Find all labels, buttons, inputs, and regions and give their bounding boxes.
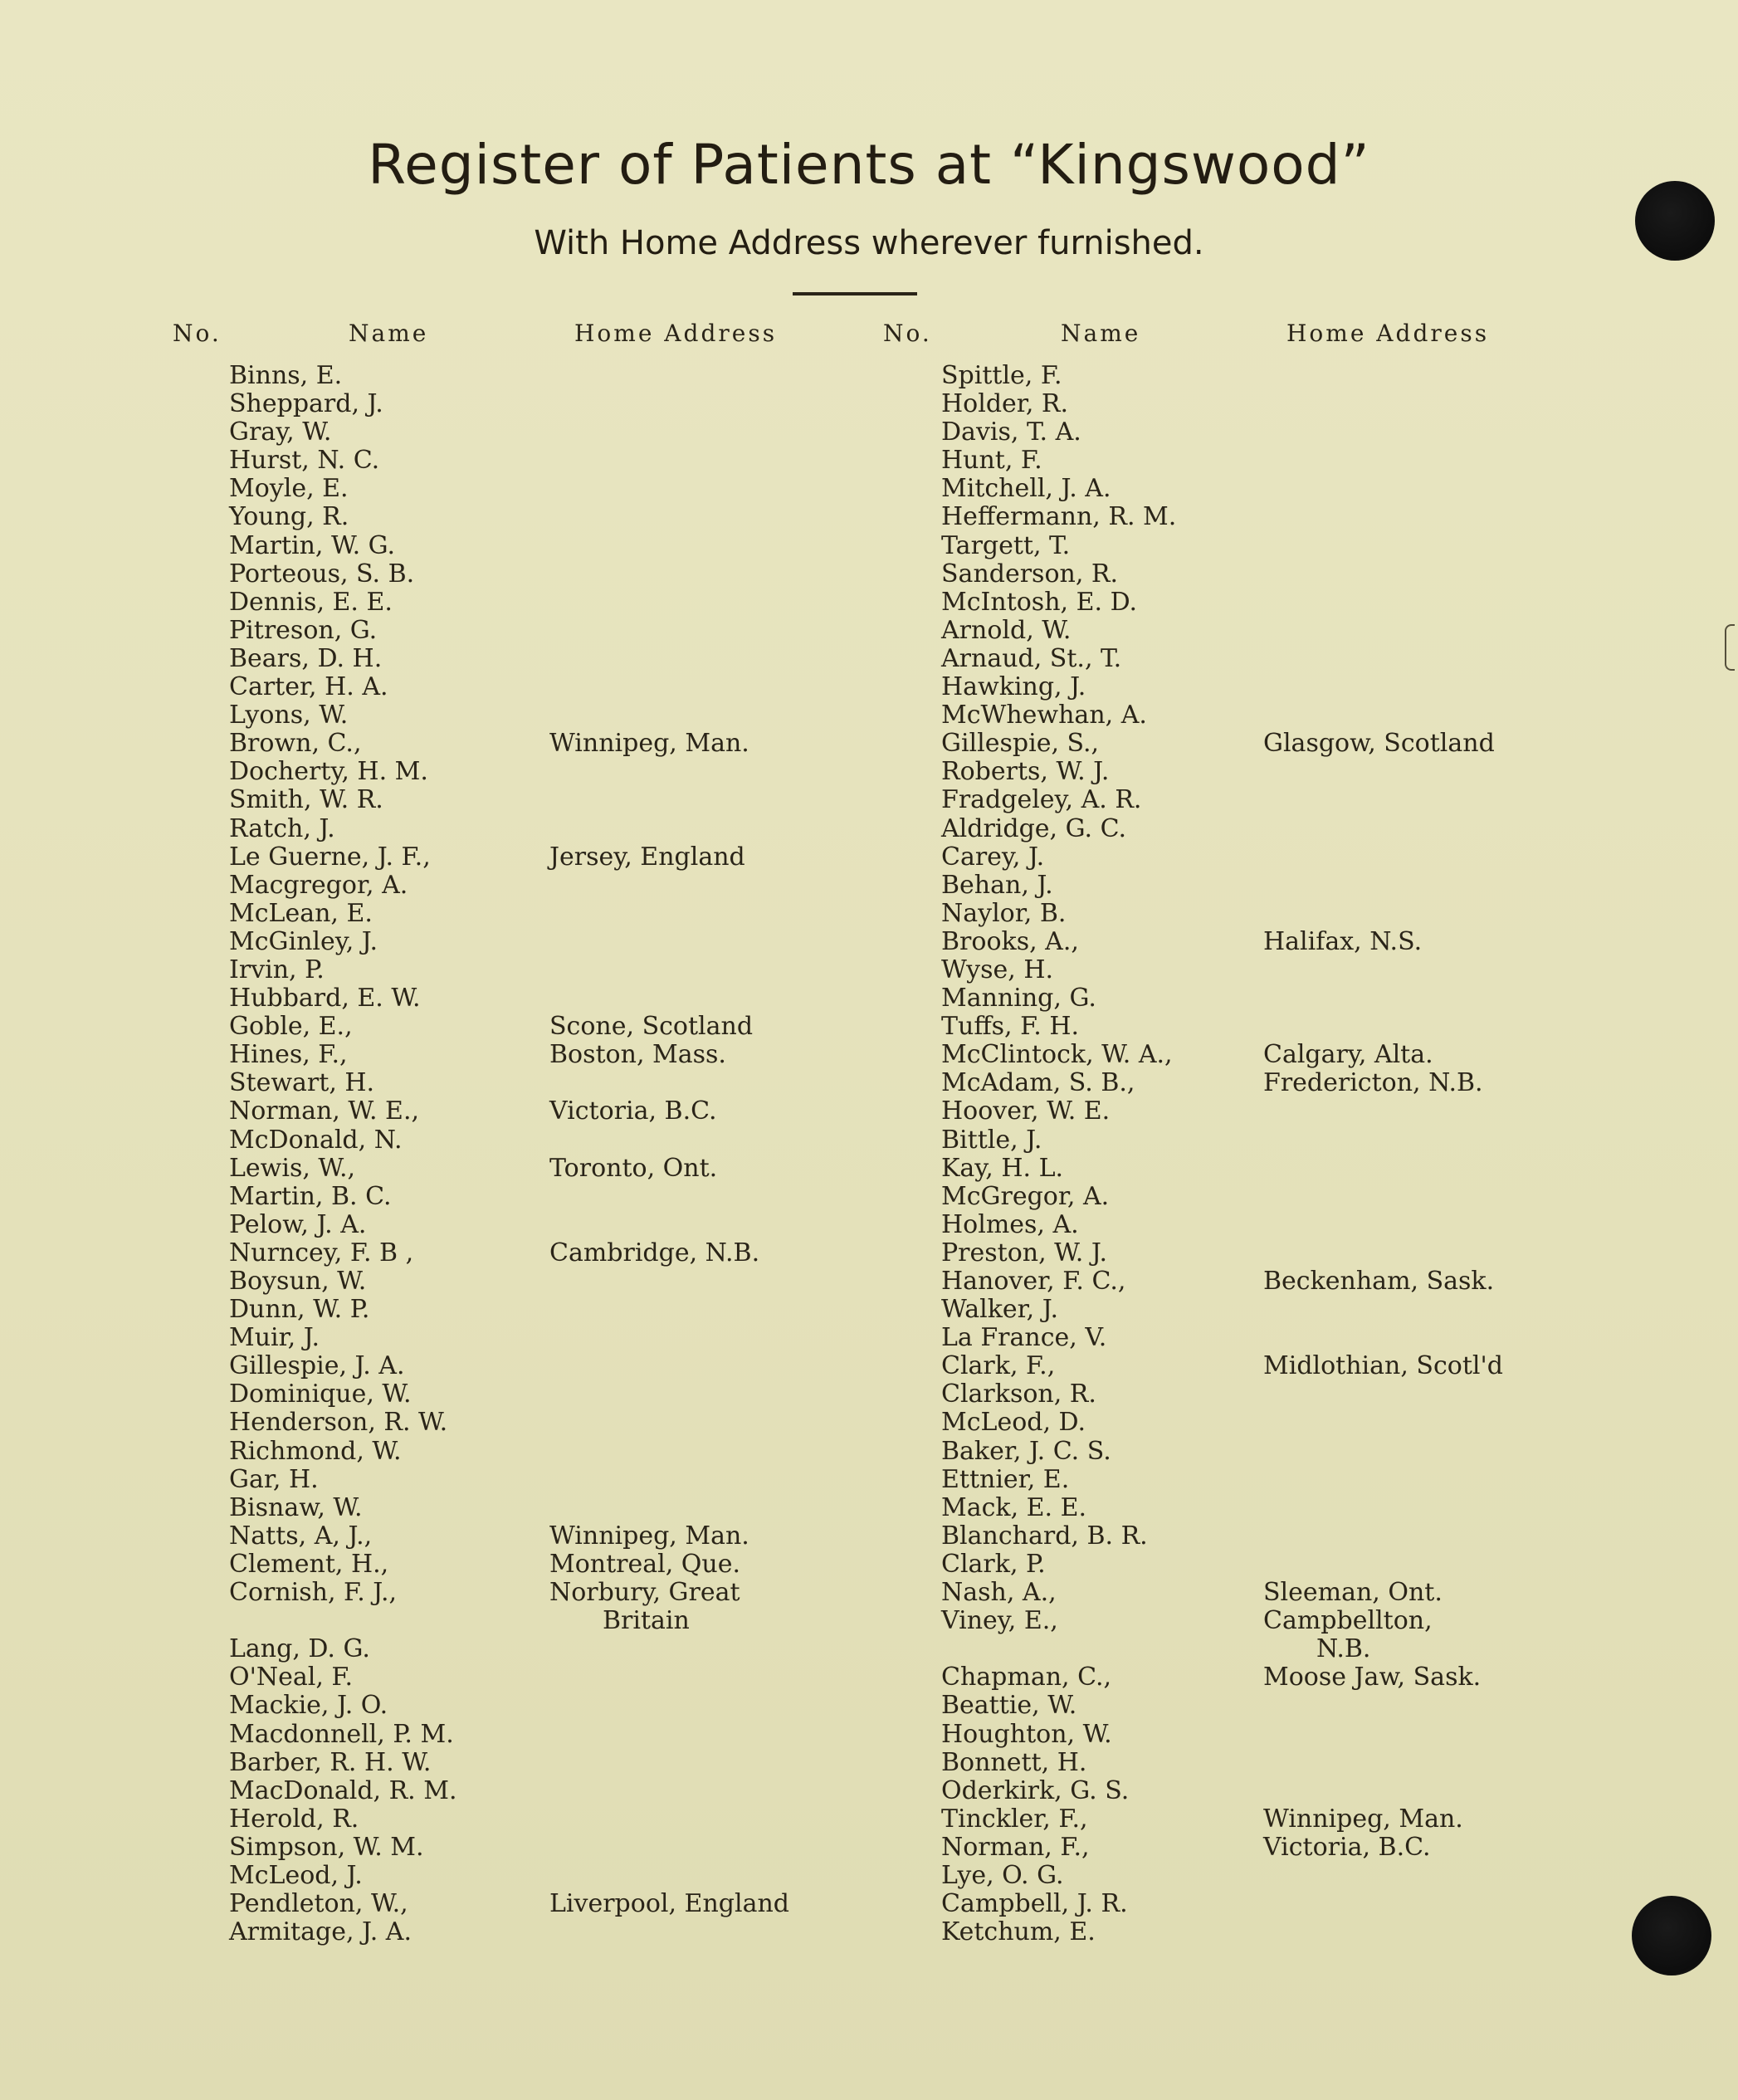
patient-name: Pitreson, G. bbox=[229, 615, 378, 645]
patient-name: Hoover, W. E. bbox=[941, 1096, 1111, 1126]
patient-name: Le Guerne, J. F., bbox=[229, 842, 431, 872]
home-address-continued: N.B. bbox=[1316, 1634, 1371, 1664]
patient-name: Lye, O. G. bbox=[941, 1860, 1064, 1890]
patient-name: Hurst, N. C. bbox=[229, 446, 380, 476]
patient-name: Brooks, A., bbox=[941, 926, 1079, 956]
patient-name: Macdonnell, P. M. bbox=[229, 1719, 454, 1749]
patient-name: McLeod, D. bbox=[941, 1408, 1086, 1438]
home-address: Liverpool, England bbox=[549, 1889, 789, 1919]
left-header-no: No. bbox=[173, 320, 222, 347]
patient-name: McLean, E. bbox=[229, 898, 373, 928]
patient-name: Boysun, W. bbox=[229, 1267, 367, 1296]
patient-name: Campbell, J. R. bbox=[941, 1889, 1128, 1919]
patient-name: Irvin, P. bbox=[229, 955, 325, 984]
patient-name: Young, R. bbox=[229, 502, 349, 532]
right-header-name: Name bbox=[1061, 320, 1141, 347]
home-address: Sleeman, Ont. bbox=[1263, 1578, 1443, 1608]
patient-name: Hawking, J. bbox=[941, 672, 1086, 702]
home-address: Toronto, Ont. bbox=[549, 1153, 718, 1183]
patient-name: Spittle, F. bbox=[941, 361, 1062, 390]
patient-name: Hunt, F. bbox=[941, 446, 1042, 476]
left-header-name: Name bbox=[349, 320, 429, 347]
patient-name: Mitchell, J. A. bbox=[941, 474, 1111, 504]
patient-name: Holder, R. bbox=[941, 389, 1069, 419]
patient-name: Smith, W. R. bbox=[229, 785, 383, 815]
patient-name: Gar, H. bbox=[229, 1464, 319, 1494]
home-address: Norbury, Great bbox=[549, 1578, 740, 1608]
patient-name: Tinckler, F., bbox=[941, 1804, 1088, 1834]
patient-name: Porteous, S. B. bbox=[229, 559, 415, 588]
patient-name: Ratch, J. bbox=[229, 813, 335, 843]
patient-name: Mackie, J. O. bbox=[229, 1691, 388, 1721]
patient-name: Viney, E., bbox=[941, 1606, 1058, 1636]
patient-name: Docherty, H. M. bbox=[229, 757, 428, 787]
patient-name: Muir, J. bbox=[229, 1323, 320, 1353]
patient-name: Clement, H., bbox=[229, 1549, 389, 1579]
patient-name: Arnold, W. bbox=[941, 615, 1072, 645]
patient-name: McAdam, S. B., bbox=[941, 1068, 1135, 1098]
patient-name: La France, V. bbox=[941, 1323, 1107, 1353]
patient-name: Mack, E. E. bbox=[941, 1492, 1087, 1522]
patient-name: Aldridge, G. C. bbox=[941, 813, 1127, 843]
patient-name: Stewart, H. bbox=[229, 1068, 375, 1098]
patient-name: Bears, D. H. bbox=[229, 643, 383, 673]
home-address: Midlothian, Scotl'd bbox=[1263, 1351, 1503, 1381]
patient-name: Heffermann, R. M. bbox=[941, 502, 1177, 532]
page-title: Register of Patients at “Kingswood” bbox=[368, 133, 1370, 197]
patient-name: Gillespie, S., bbox=[941, 729, 1100, 759]
patient-name: Martin, B. C. bbox=[229, 1181, 392, 1211]
patient-name: Holmes, A. bbox=[941, 1209, 1079, 1239]
home-address: Montreal, Que. bbox=[549, 1549, 741, 1579]
binder-hole-bottom bbox=[1632, 1896, 1711, 1975]
patient-name: Tuffs, F. H. bbox=[941, 1012, 1080, 1042]
home-address: Victoria, B.C. bbox=[549, 1096, 717, 1126]
patient-name: Sheppard, J. bbox=[229, 389, 383, 419]
patient-name: Blanchard, B. R. bbox=[941, 1521, 1148, 1551]
home-address: Glasgow, Scotland bbox=[1263, 729, 1495, 759]
left-header-address: Home Address bbox=[574, 320, 778, 347]
page-subtitle: With Home Address wherever furnished. bbox=[534, 224, 1204, 262]
patient-name: Dennis, E. E. bbox=[229, 587, 393, 617]
patient-name: Roberts, W. J. bbox=[941, 757, 1110, 787]
patient-name: O'Neal, F. bbox=[229, 1663, 354, 1692]
patient-name: Naylor, B. bbox=[941, 898, 1067, 928]
patient-name: Binns, E. bbox=[229, 361, 343, 390]
right-header-no: No. bbox=[883, 320, 932, 347]
patient-name: Chapman, C., bbox=[941, 1663, 1112, 1692]
patient-name: Martin, W. G. bbox=[229, 530, 396, 560]
patient-name: Hines, F., bbox=[229, 1040, 348, 1070]
patient-name: Armitage, J. A. bbox=[229, 1917, 412, 1947]
home-address: Fredericton, N.B. bbox=[1263, 1068, 1483, 1098]
patient-name: Clark, P. bbox=[941, 1549, 1046, 1579]
patient-name: Davis, T. A. bbox=[941, 418, 1081, 447]
patient-name: Herold, R. bbox=[229, 1804, 359, 1834]
patient-name: Gillespie, J. A. bbox=[229, 1351, 405, 1381]
home-address: Winnipeg, Man. bbox=[549, 1521, 749, 1551]
patient-name: Nash, A., bbox=[941, 1578, 1057, 1608]
patient-name: McGregor, A. bbox=[941, 1181, 1110, 1211]
patient-name: Targett, T. bbox=[941, 530, 1071, 560]
patient-name: Norman, F., bbox=[941, 1832, 1090, 1862]
patient-name: Brown, C., bbox=[229, 729, 362, 759]
patient-name: Clarkson, R. bbox=[941, 1380, 1096, 1409]
patient-name: McLeod, J. bbox=[229, 1860, 363, 1890]
patient-name: McWhewhan, A. bbox=[941, 701, 1147, 730]
patient-name: Lewis, W., bbox=[229, 1153, 356, 1183]
patient-name: Bisnaw, W. bbox=[229, 1492, 363, 1522]
patient-name: Houghton, W. bbox=[941, 1719, 1112, 1749]
patient-name: Dunn, W. P. bbox=[229, 1295, 370, 1325]
home-address: Calgary, Alta. bbox=[1263, 1040, 1433, 1070]
home-address: Jersey, England bbox=[549, 842, 745, 872]
patient-name: Behan, J. bbox=[941, 870, 1053, 900]
patient-name: Dominique, W. bbox=[229, 1380, 412, 1409]
patient-name: Lyons, W. bbox=[229, 701, 349, 730]
patient-name: Sanderson, R. bbox=[941, 559, 1119, 588]
home-address: Beckenham, Sask. bbox=[1263, 1267, 1495, 1296]
patient-name: Hanover, F. C., bbox=[941, 1267, 1126, 1296]
home-address: Moose Jaw, Sask. bbox=[1263, 1663, 1482, 1692]
patient-name: Nurncey, F. B , bbox=[229, 1238, 414, 1267]
home-address-continued: Britain bbox=[603, 1606, 690, 1636]
home-address: Winnipeg, Man. bbox=[549, 729, 749, 759]
patient-name: McIntosh, E. D. bbox=[941, 587, 1138, 617]
patient-name: Carey, J. bbox=[941, 842, 1045, 872]
patient-name: Goble, E., bbox=[229, 1012, 353, 1042]
patient-name: Baker, J. C. S. bbox=[941, 1436, 1111, 1466]
patient-name: Lang, D. G. bbox=[229, 1634, 370, 1664]
patient-name: Pendleton, W., bbox=[229, 1889, 408, 1919]
patient-name: Carter, H. A. bbox=[229, 672, 388, 702]
home-address: Scone, Scotland bbox=[549, 1012, 754, 1042]
right-header-address: Home Address bbox=[1286, 320, 1490, 347]
patient-name: Barber, R. H. W. bbox=[229, 1747, 432, 1777]
patient-name: Fradgeley, A. R. bbox=[941, 785, 1142, 815]
patient-name: Macgregor, A. bbox=[229, 870, 408, 900]
patient-name: Bonnett, H. bbox=[941, 1747, 1087, 1777]
home-address: Cambridge, N.B. bbox=[549, 1238, 760, 1267]
patient-name: Cornish, F. J., bbox=[229, 1578, 398, 1608]
patient-name: Walker, J. bbox=[941, 1295, 1058, 1325]
patient-name: Natts, A, J., bbox=[229, 1521, 373, 1551]
patient-name: Preston, W. J. bbox=[941, 1238, 1108, 1267]
patient-name: Henderson, R. W. bbox=[229, 1408, 448, 1438]
patient-name: Pelow, J. A. bbox=[229, 1209, 367, 1239]
patient-name: Manning, G. bbox=[941, 984, 1096, 1013]
page-edge-mark bbox=[1725, 624, 1735, 671]
patient-name: Richmond, W. bbox=[229, 1436, 402, 1466]
patient-name: Clark, F., bbox=[941, 1351, 1056, 1381]
patient-name: Gray, W. bbox=[229, 418, 332, 447]
home-address: Halifax, N.S. bbox=[1263, 926, 1423, 956]
patient-name: Ketchum, E. bbox=[941, 1917, 1096, 1947]
patient-name: Simpson, W. M. bbox=[229, 1832, 424, 1862]
home-address: Winnipeg, Man. bbox=[1263, 1804, 1463, 1834]
home-address: Victoria, B.C. bbox=[1263, 1832, 1431, 1862]
home-address: Boston, Mass. bbox=[549, 1040, 726, 1070]
patient-name: McGinley, J. bbox=[229, 926, 378, 956]
patient-name: Beattie, W. bbox=[941, 1691, 1077, 1721]
patient-name: Bittle, J. bbox=[941, 1125, 1042, 1155]
home-address: Campbellton, bbox=[1263, 1606, 1433, 1636]
patient-name: Wyse, H. bbox=[941, 955, 1054, 984]
patient-name: Norman, W. E., bbox=[229, 1096, 420, 1126]
patient-name: Oderkirk, G. S. bbox=[941, 1775, 1130, 1805]
patient-name: Moyle, E. bbox=[229, 474, 349, 504]
patient-name: MacDonald, R. M. bbox=[229, 1775, 457, 1805]
patient-name: Arnaud, St., T. bbox=[941, 643, 1122, 673]
binder-hole-top bbox=[1635, 181, 1715, 261]
title-divider bbox=[793, 292, 917, 295]
patient-name: Ettnier, E. bbox=[941, 1464, 1070, 1494]
patient-name: Hubbard, E. W. bbox=[229, 984, 421, 1013]
patient-name: McDonald, N. bbox=[229, 1125, 403, 1155]
patient-name: McClintock, W. A., bbox=[941, 1040, 1173, 1070]
patient-name: Kay, H. L. bbox=[941, 1153, 1064, 1183]
